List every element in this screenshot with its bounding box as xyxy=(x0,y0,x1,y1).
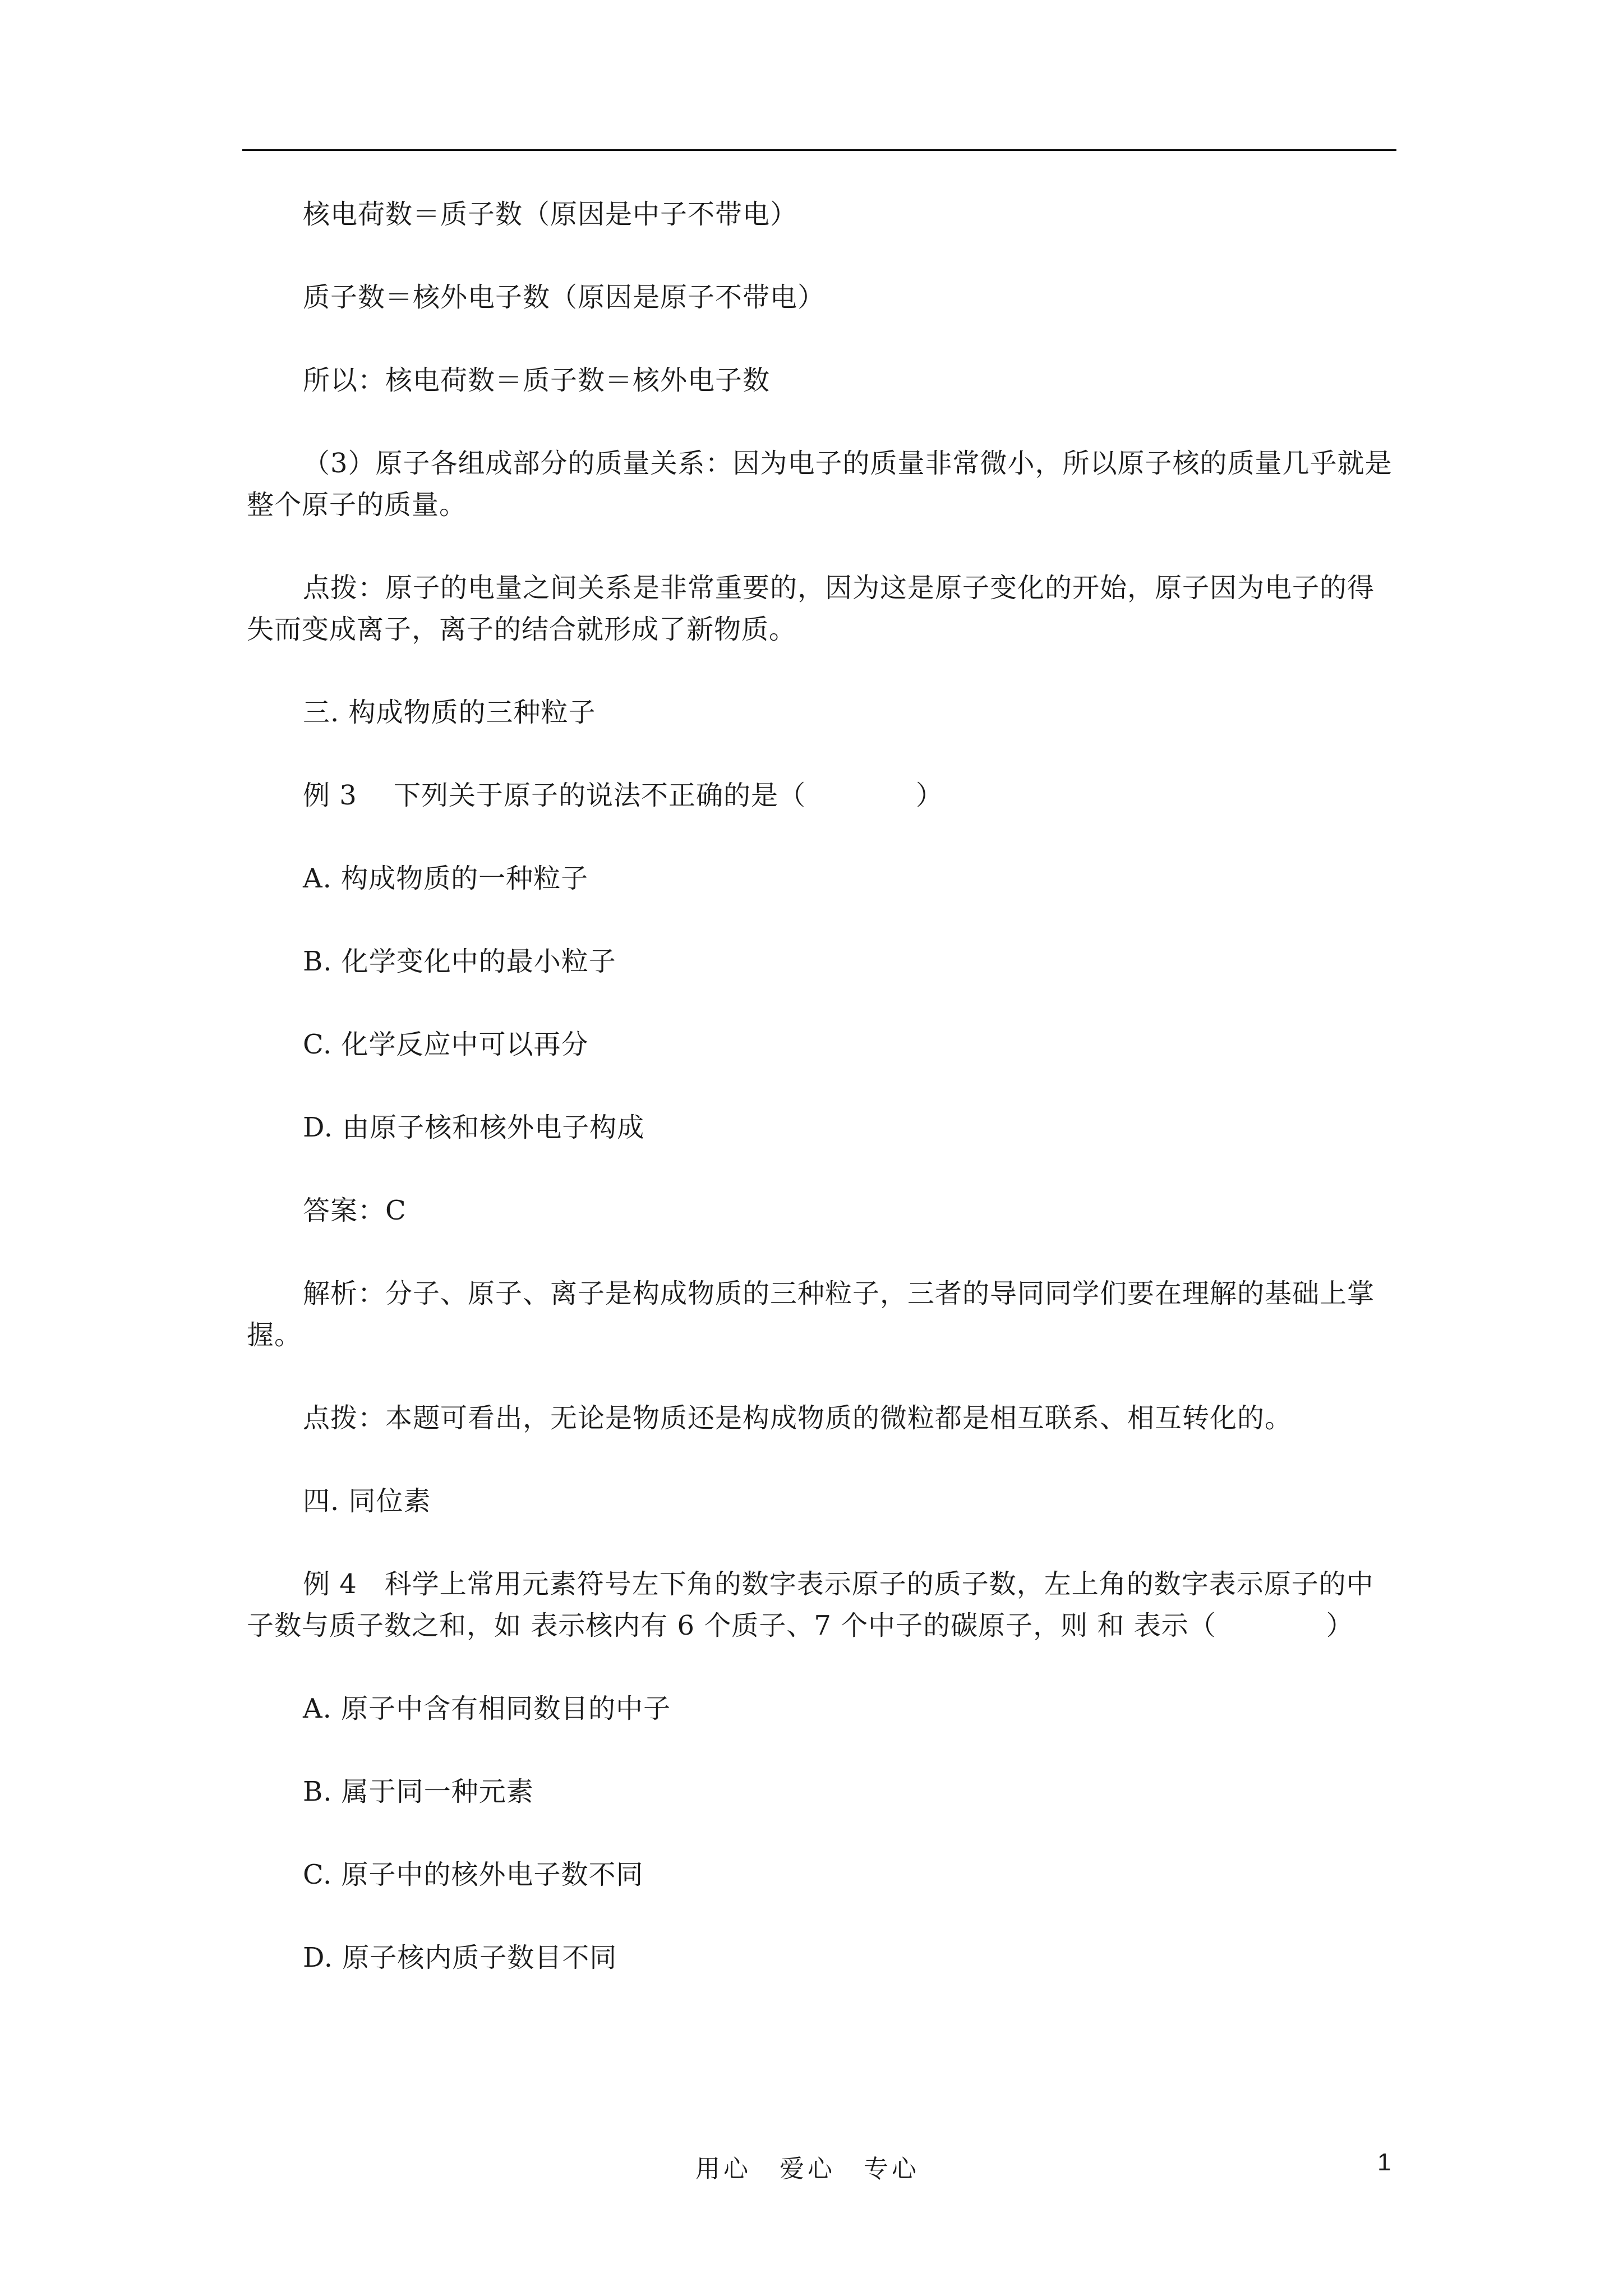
option: C. 原子中的核外电子数不同 xyxy=(303,1859,644,1890)
option: D. 由原子核和核外电子构成 xyxy=(303,1112,645,1143)
paragraph: 所以：核电荷数＝质子数＝核外电子数 xyxy=(303,365,771,396)
section-heading: 四. 同位素 xyxy=(303,1485,431,1517)
page-footer xyxy=(0,2148,1623,2182)
footer-text: 用心 爱心 专心 xyxy=(695,2155,920,2183)
analysis: 解析：分子、原子、离子是构成物质的三种粒子，三者的导同同学们要在理解的基础上掌握。 xyxy=(247,1278,1375,1351)
option: D. 原子核内质子数目不同 xyxy=(303,1942,617,1973)
paragraph: 质子数＝核外电子数（原因是原子不带电） xyxy=(303,282,826,313)
option: A. 原子中含有相同数目的中子 xyxy=(303,1693,671,1724)
document-body xyxy=(247,194,1396,2020)
question: 例 4 科学上常用元素符号左下角的数字表示原子的质子数，左上角的数字表示原子的中子数与质子数之和，如 表示核内有 6 个质子、7 个中子的碳原子，则 和 表示（ ） xyxy=(247,1568,1374,1641)
answer: 答案：C xyxy=(303,1195,407,1226)
paragraph: 点拨：原子的电量之间关系是非常重要的，因为这是原子变化的开始，原子因为电子的得失而变成离子，离子的结合就形成了新物质。 xyxy=(247,572,1375,645)
header-rule xyxy=(242,149,1396,151)
paragraph: 核电荷数＝质子数（原因是中子不带电） xyxy=(303,199,798,230)
question: 例 3 下列关于原子的说法不正确的是（ ） xyxy=(303,780,944,811)
option: A. 构成物质的一种粒子 xyxy=(303,863,589,894)
paragraph: （3）原子各组成部分的质量关系：因为电子的质量非常微小，所以原子核的质量几乎就是整个原子的质量。 xyxy=(247,448,1393,521)
paragraph: 点拨：本题可看出，无论是物质还是构成物质的微粒都是相互联系、相互转化的。 xyxy=(303,1402,1293,1434)
option: B. 属于同一种元素 xyxy=(303,1776,534,1807)
option: B. 化学变化中的最小粒子 xyxy=(303,946,616,977)
page-number: 1 xyxy=(1377,2148,1391,2176)
option: C. 化学反应中可以再分 xyxy=(303,1029,589,1060)
section-heading: 三. 构成物质的三种粒子 xyxy=(303,697,596,728)
